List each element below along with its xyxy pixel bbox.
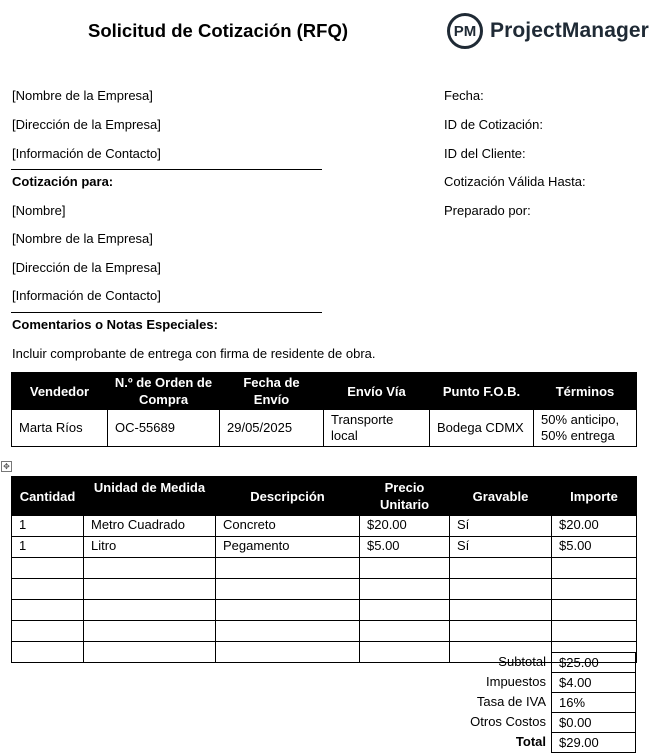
company-contact: [Información de Contacto] bbox=[12, 146, 161, 161]
other-costs-value: $0.00 bbox=[552, 713, 636, 733]
unit-price-cell: $20.00 bbox=[360, 516, 450, 537]
unit-cell bbox=[84, 621, 216, 642]
column-header: Descripción bbox=[216, 477, 360, 516]
page-title: Solicitud de Cotización (RFQ) bbox=[87, 20, 349, 41]
description-cell bbox=[216, 621, 360, 642]
quote-for-name: [Nombre] bbox=[12, 203, 66, 218]
tax-value: $4.00 bbox=[552, 673, 636, 693]
vat-rate-label: Tasa de IVA bbox=[476, 694, 546, 709]
company-name: [Nombre de la Empresa] bbox=[12, 88, 153, 103]
quantity-cell bbox=[12, 579, 84, 600]
divider bbox=[11, 312, 322, 313]
table-row bbox=[12, 410, 637, 447]
unit-price-cell bbox=[360, 579, 450, 600]
quote-for-company: [Nombre de la Empresa] bbox=[12, 231, 153, 246]
column-header: Gravable bbox=[450, 477, 552, 516]
amount-cell bbox=[552, 558, 637, 579]
amount-cell bbox=[552, 621, 637, 642]
column-header: Vendedor bbox=[12, 373, 108, 410]
column-header: Cantidad bbox=[12, 477, 84, 516]
unit-price-cell bbox=[360, 558, 450, 579]
column-header: Términos bbox=[534, 373, 637, 410]
description-cell: Pegamento bbox=[216, 537, 360, 558]
totals-table bbox=[551, 652, 636, 753]
logo-name: ProjectManager bbox=[490, 19, 649, 42]
valid-until-label: Cotización Válida Hasta: bbox=[444, 174, 586, 189]
company-address: [Dirección de la Empresa] bbox=[12, 117, 161, 132]
unit-cell: Metro Cuadrado bbox=[84, 516, 216, 537]
unit-price-cell bbox=[360, 642, 450, 663]
taxable-cell bbox=[450, 600, 552, 621]
amount-cell bbox=[552, 579, 637, 600]
amount-cell bbox=[552, 600, 637, 621]
quote-for-heading: Cotización para: bbox=[12, 174, 114, 189]
vendor-cell: Marta Ríos bbox=[12, 410, 108, 447]
description-cell bbox=[216, 642, 360, 663]
divider bbox=[11, 169, 322, 170]
table-row bbox=[12, 516, 637, 537]
ship-date-cell: 29/05/2025 bbox=[220, 410, 324, 447]
taxable-cell bbox=[450, 621, 552, 642]
quote-for-contact: [Información de Contacto] bbox=[12, 288, 161, 303]
unit-price-cell bbox=[360, 600, 450, 621]
column-header: Unidad de Medida bbox=[84, 477, 216, 516]
column-header: Precio Unitario bbox=[360, 477, 450, 516]
subtotal-label: Subtotal bbox=[498, 654, 546, 669]
vat-rate-value: 16% bbox=[552, 693, 636, 713]
description-cell bbox=[216, 579, 360, 600]
description-cell: Concreto bbox=[216, 516, 360, 537]
table-row bbox=[12, 537, 637, 558]
table-row bbox=[12, 621, 637, 642]
logo-badge: PM bbox=[447, 13, 483, 49]
quantity-cell bbox=[12, 642, 84, 663]
ship-via-cell: Transporte local bbox=[324, 410, 430, 447]
description-cell bbox=[216, 558, 360, 579]
other-costs-label: Otros Costos bbox=[470, 714, 546, 729]
quote-id-label: ID de Cotización: bbox=[444, 117, 543, 132]
unit-price-cell bbox=[360, 621, 450, 642]
items-table bbox=[11, 476, 637, 663]
taxable-cell bbox=[450, 558, 552, 579]
taxable-cell: Sí bbox=[450, 516, 552, 537]
unit-cell bbox=[84, 600, 216, 621]
table-row bbox=[12, 579, 637, 600]
total-value: $29.00 bbox=[552, 733, 636, 753]
quote-for-address: [Dirección de la Empresa] bbox=[12, 260, 161, 275]
client-id-label: ID del Cliente: bbox=[444, 146, 526, 161]
logo bbox=[447, 11, 649, 51]
subtotal-value: $25.00 bbox=[552, 653, 636, 673]
quantity-cell: 1 bbox=[12, 516, 84, 537]
unit-cell: Litro bbox=[84, 537, 216, 558]
amount-cell: $20.00 bbox=[552, 516, 637, 537]
tax-label: Impuestos bbox=[486, 674, 546, 689]
unit-cell bbox=[84, 642, 216, 663]
quantity-cell bbox=[12, 558, 84, 579]
column-header: Punto F.O.B. bbox=[430, 373, 534, 410]
quantity-cell bbox=[12, 621, 84, 642]
date-label: Fecha: bbox=[444, 88, 484, 103]
terms-cell: 50% anticipo, 50% entrega bbox=[534, 410, 637, 447]
unit-cell bbox=[84, 558, 216, 579]
table-row bbox=[12, 558, 637, 579]
column-header: Envío Vía bbox=[324, 373, 430, 410]
amount-cell: $5.00 bbox=[552, 537, 637, 558]
taxable-cell: Sí bbox=[450, 537, 552, 558]
column-header: Importe bbox=[552, 477, 637, 516]
vendor-table bbox=[11, 372, 637, 447]
unit-cell bbox=[84, 579, 216, 600]
notes-heading: Comentarios o Notas Especiales: bbox=[12, 317, 218, 332]
column-header: N.º de Orden de Compra bbox=[108, 373, 220, 410]
description-cell bbox=[216, 600, 360, 621]
total-label: Total bbox=[515, 734, 546, 749]
column-header: Fecha de Envío bbox=[220, 373, 324, 410]
unit-price-cell: $5.00 bbox=[360, 537, 450, 558]
po-number-cell: OC-55689 bbox=[108, 410, 220, 447]
quantity-cell bbox=[12, 600, 84, 621]
table-move-handle-icon[interactable]: ✥ bbox=[1, 461, 12, 472]
table-row bbox=[12, 600, 637, 621]
prepared-by-label: Preparado por: bbox=[444, 203, 531, 218]
notes-text: Incluir comprobante de entrega con firma de residente de obra. bbox=[12, 346, 376, 361]
fob-cell: Bodega CDMX bbox=[430, 410, 534, 447]
quantity-cell: 1 bbox=[12, 537, 84, 558]
taxable-cell bbox=[450, 579, 552, 600]
